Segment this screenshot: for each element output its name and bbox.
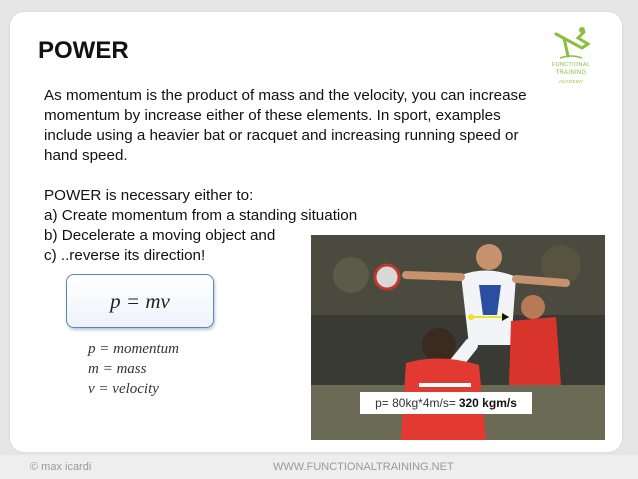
footer-copyright: © max icardi [30,461,92,473]
power-intro: POWER is necessary either to: [44,187,254,204]
list-item: b) Decelerate a moving object and [44,227,276,244]
functional-training-logo [538,24,604,90]
momentum-calculation-label [360,392,532,414]
logo-text-line1: FUNCTIONAL [551,62,591,68]
legend-item: m = mass [88,361,147,377]
formula-legend [88,339,179,399]
momentum-formula: p = mv [66,274,214,328]
legend-item: p = momentum [88,341,179,357]
runner-icon [538,24,604,64]
footer-website: WWW.FUNCTIONALTRAINING.NET [273,461,454,473]
logo-text-line2: TRAINING [555,70,587,76]
body-paragraph: As momentum is the product of mass and the velocity, you can increase momentum by increase either of these elements. In sport, examples include using a heavier bat or racquet and increasing running speed or hand speed. [44,87,527,164]
list-item: c) ..reverse its direction! [44,247,206,264]
list-item: a) Create momentum from a standing situation [44,207,358,224]
legend-item: v = velocity [88,381,159,397]
calculation-text: p= 80kg*4m/s= [375,396,456,410]
calculation-result: 320 kgm/s [458,396,517,410]
slide-title: POWER [38,37,129,64]
logo-text-line3: ACADEMY [558,79,584,84]
